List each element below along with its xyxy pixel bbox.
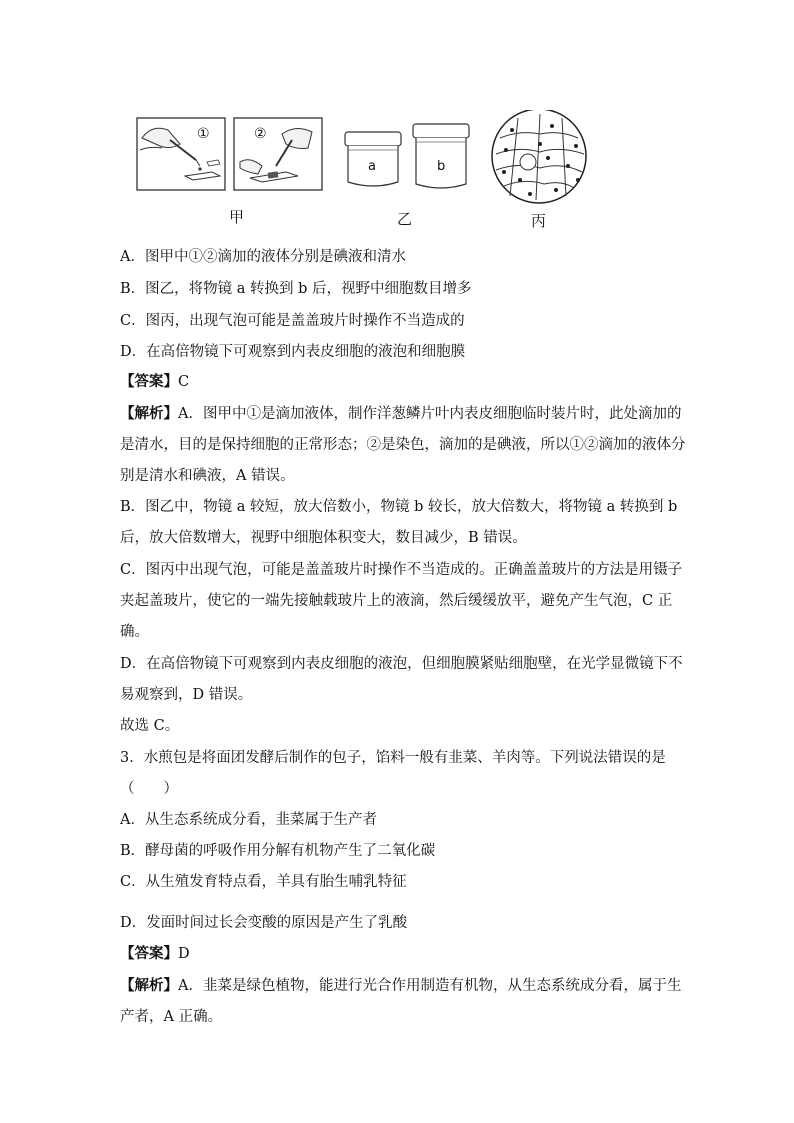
figure-bing-label: 丙 [531,212,547,230]
figure-row [0,110,794,235]
figure-yi-jar-a [345,132,401,186]
q3-stem: 3．水煎包是将面团发酵后制作的包子，馅料一般有韭菜、羊肉等。下列说法错误的是 [120,750,666,766]
q3-option-b: B．酵母菌的呼吸作用分解有机物产生了二氧化碳 [120,843,436,859]
q2-analysis-line-8: 确。 [120,624,149,640]
q2-conclusion: 故选 C。 [120,718,180,734]
q2-analysis-line-2: 是清水，目的是保持细胞的正常形态；②是染色，滴加的是碘液，所以①②滴加的液体分 [120,437,686,453]
q2-answer-value: C [178,374,190,390]
q3-answer-value: D [178,946,190,962]
q2-option-c: C．图丙，出现气泡可能是盖盖玻片时操作不当造成的 [120,313,465,329]
q2-option-d: D．在高倍物镜下可观察到内表皮细胞的液泡和细胞膜 [120,344,466,360]
q2-analysis-tag: 【解析】 [120,405,178,422]
q2-analysis-line-7: 夹起盖玻片，使它的一端先接触载玻片上的液滴，然后缓缓放平，避免产生气泡，C 正 [120,593,673,609]
figure-yi-jar-b [413,124,469,188]
q2-analysis-line-6: C．图丙中出现气泡，可能是盖盖玻片时操作不当造成的。正确盖盖玻片的方法是用镊子 [120,562,683,578]
figure-jia-label: 甲 [229,208,245,226]
q2-answer [120,372,189,392]
q2-option-a: A．图甲中①②滴加的液体分别是碘液和清水 [120,249,406,265]
q2-option-b: B．图乙，将物镜 a 转换到 b 后，视野中细胞数目增多 [120,281,472,297]
q2-analysis-line-4: B．图乙中，物镜 a 较短，放大倍数小，物镜 b 较长，放大倍数大，将物镜 a 转换到 b [120,499,678,515]
q2-analysis-line-9: D．在高倍物镜下可观察到内表皮细胞的液泡，但细胞膜紧贴细胞壁，在光学显微镜下不 [120,656,683,672]
q2-analysis-line-1: 【解析】A．图甲中①是滴加液体，制作洋葱鳞片叶内表皮细胞临时装片时，此处滴加的 [120,405,682,422]
q3-option-a: A．从生态系统成分看，韭菜属于生产者 [120,812,377,828]
figure-yi-label: 乙 [397,210,413,228]
jar-b-label: b [437,159,446,174]
q3-answer-tag: 【答案】 [120,945,178,962]
q3-analysis-line-2: 产者，A 正确。 [120,1009,223,1025]
q3-answer [120,944,190,964]
q2-answer-tag: 【答案】 [120,373,178,390]
q3-option-c: C．从生殖发育特点看，羊具有胎生哺乳特征 [120,874,407,890]
figure-jia-mark-1: ① [197,126,210,142]
figure-bing-field [492,110,586,203]
q3-option-d: D．发面时间过长会变酸的原因是产生了乳酸 [120,915,408,931]
q2-analysis-line-3: 别是清水和碘液，A 错误。 [120,468,295,484]
q2-analysis-line-10: 易观察到，D 错误。 [120,687,253,703]
figure-jia-panel-2 [234,118,322,190]
figure-jia-panel-1 [137,118,225,190]
q2-analysis-line-5: 后，放大倍数增大，视野中细胞体积变大，数目减少，B 错误。 [120,530,527,546]
q3-analysis-tag: 【解析】 [120,977,178,994]
q3-bracket: （ ） [120,781,178,797]
jar-a-label: a [368,159,376,174]
q3-analysis-line-1: 【解析】A．韭菜是绿色植物，能进行光合作用制造有机物，从生态系统成分看，属于生 [120,977,682,994]
figure-jia-mark-2: ② [254,126,267,142]
